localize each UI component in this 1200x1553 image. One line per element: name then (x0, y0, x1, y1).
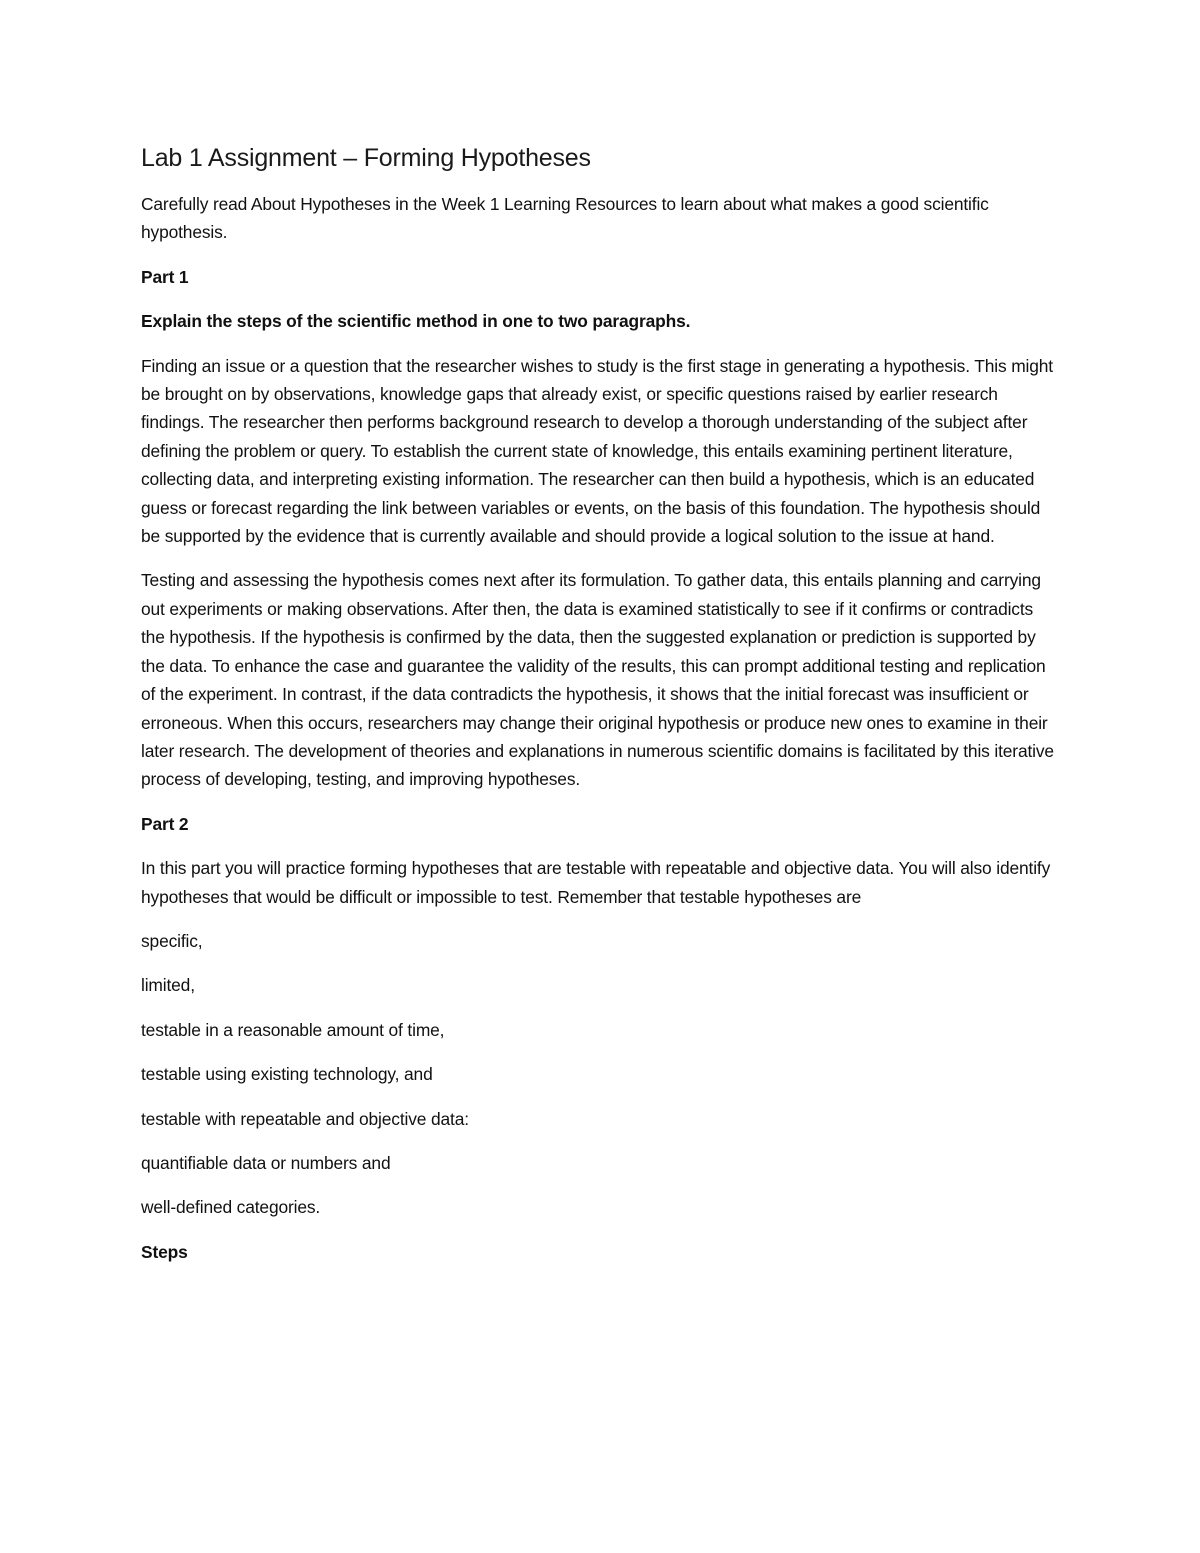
document-title: Lab 1 Assignment – Forming Hypotheses (141, 144, 591, 172)
criteria-item: testable with repeatable and objective data: (141, 1108, 469, 1129)
intro-paragraph: Carefully read About Hypotheses in the Week 1 Learning Resources to learn about what makes a good scientific hypothesis. (141, 194, 989, 243)
part1-paragraph-2: Testing and assessing the hypothesis comes next after its formulation. To gather data, this entails planning and carrying out experiments or making observations. After then, the data is examined statistically to see if it confirms or contradicts the hypothesis. If the hypothesis is confirmed by the data, then the suggested explanation or prediction is supported by the data. To enhance the case and guarantee the validity of the results, this can prompt additional testing and replication of the experiment. In contrast, if the data contradicts the hypothesis, it shows that the initial forecast was insufficient or erroneous. When this occurs, researchers may change their original hypothesis or produce new ones to examine in their later research. The development of theories and explanations in numerous scientific domains is facilitated by this iterative process of developing, testing, and improving hypotheses. (141, 570, 1054, 790)
criteria-item: limited, (141, 975, 195, 996)
steps-heading: Steps (141, 1241, 188, 1262)
criteria-item: testable in a reasonable amount of time, (141, 1019, 445, 1040)
part1-paragraph-1: Finding an issue or a question that the researcher wishes to study is the first stage in generating a hypothesis. This might be brought on by observations, knowledge gaps that already exist, or specific questions raised by earlier research findings. The researcher then performs background research to develop a thorough understanding of the subject after defining the problem or query. To establish the current state of knowledge, this entails examining pertinent literature, collecting data, and interpreting existing information. The researcher can then build a hypothesis, which is an educated guess or forecast regarding the link between variables or events, on the basis of this foundation. The hypothesis should be supported by the evidence that is currently available and should provide a logical solution to the issue at hand. (141, 355, 1053, 547)
criteria-item: specific, (141, 930, 203, 951)
criteria-item: testable using existing technology, and (141, 1064, 433, 1085)
part1-heading: Part 1 (141, 266, 189, 287)
part2-heading: Part 2 (141, 813, 189, 834)
criteria-item: quantifiable data or numbers and (141, 1152, 391, 1173)
criteria-item: well-defined categories. (141, 1197, 321, 1218)
part1-prompt: Explain the steps of the scientific method in one to two paragraphs. (141, 311, 691, 332)
part2-intro: In this part you will practice forming hypotheses that are testable with repeatable and objective data. You will also identify hypotheses that would be difficult or impossible to test. Remember that testable hypotheses are (141, 858, 1051, 907)
document-body (141, 140, 1061, 1282)
